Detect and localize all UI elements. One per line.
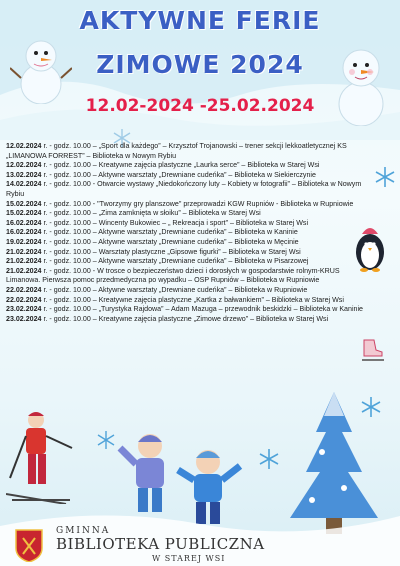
event-item <box>6 180 370 199</box>
event-text: r. - godz. 10.00 - Otwarcie wystawy „Niedokończony luty – Kobiety w fotografii” – Biblioteka w Nowym Rybiu <box>6 180 362 198</box>
event-item <box>6 286 370 296</box>
event-text: r. - godz. 10.00 – Aktywne warsztaty „Drewniane cudeńka” – Biblioteka w Rupniowie <box>41 285 308 294</box>
event-text: r. - godz. 10.00 – Aktywne warsztaty „Drewniane cudeńka” – Biblioteka w Pisarzowej <box>41 257 309 266</box>
event-item <box>6 200 370 210</box>
library-logo <box>12 524 272 564</box>
event-item <box>6 161 370 171</box>
skate-icon <box>360 336 386 362</box>
event-item <box>6 267 370 286</box>
event-date: 15.02.2024 <box>6 199 42 208</box>
event-text: r. - godz. 10.00 – „Turystyka Rajdowa” – Adam Mazuga – przewodnik beskidzki – Biblioteka w Kaninie <box>41 305 363 314</box>
event-date: 23.02.2024 <box>6 314 42 323</box>
event-text: r. - godz. 10.00 – Kreatywne zajęcia plastyczne „Zimowe drzewo” – Biblioteka w Starej Wsi <box>41 314 329 323</box>
event-date: 14.02.2024 <box>6 180 42 189</box>
event-date: 21.02.2024 <box>6 247 42 256</box>
event-date: 21.02.2024 <box>6 266 42 275</box>
title-line-1: AKTYWNE FERIE <box>79 6 321 35</box>
event-item <box>6 171 370 181</box>
event-text: r. - godz. 10.00 – Aktywne warsztaty „Drewniane cudeńka” – Biblioteka w Kaninie <box>41 228 298 237</box>
event-text: r. - godz. 10.00 – Wincenty Bukowiec – „ Rekreacja i sport” – Biblioteka w Starej Wsi <box>41 218 309 227</box>
event-text: r. - godz. 10.00 – „Zima zamknięta w słoiku” – Biblioteka w Starej Wsi <box>41 209 261 218</box>
event-text: r. - godz. 10.00 – Kreatywne zajęcia plastyczne „Laurka serce” – Biblioteka w Starej Wsi <box>41 161 320 170</box>
event-date: 16.02.2024 <box>6 228 42 237</box>
event-text: r. - godz. 10.00 – Aktywne warsztaty „Drewniane cudeńka” – Biblioteka w Siekierczynie <box>41 170 316 179</box>
event-item <box>6 248 370 258</box>
event-date: 21.02.2024 <box>6 257 42 266</box>
event-date: 12.02.2024 <box>6 161 42 170</box>
event-item <box>6 315 370 325</box>
event-text: r. - godz. 10.00 – „Sport dla każdego” – Krzysztof Trojanowski – trener sekcji lekkoatletycznej KS „LIMANOWA FORREST” – Biblioteka w Nowym Rybiu <box>6 142 347 160</box>
logo-line-2: BIBLIOTEKA PUBLICZNA <box>56 535 265 553</box>
event-item <box>6 305 370 315</box>
event-item <box>6 238 370 248</box>
event-item <box>6 228 370 238</box>
snowflake-icon <box>374 166 396 188</box>
snowflake-icon <box>258 448 280 470</box>
event-item <box>6 296 370 306</box>
event-date: 12.02.2024 <box>6 142 42 150</box>
event-date: 22.02.2024 <box>6 295 42 304</box>
event-date: 16.02.2024 <box>6 218 42 227</box>
event-text: r. - godz. 10.00 – Kreatywne zajęcia plastyczne „Kartka z bałwankiem” – Biblioteka w Starej Wsi <box>41 295 344 304</box>
event-item <box>6 209 370 219</box>
event-date: 22.02.2024 <box>6 285 42 294</box>
event-text: r. - godz. 10.00 - W trosce o bezpieczeństwo dzieci i dorosłych w gospodarstwie rolnym-KRUS Limanowa. Pierwsza pomoc przedmedyczna po wypadku – OSP Rupniów – Biblioteka w Rupniowie <box>6 266 340 285</box>
event-date: 23.02.2024 <box>6 305 42 314</box>
event-list <box>6 142 370 324</box>
logo-line-1: GMINNA <box>56 526 111 536</box>
event-text: r. - godz. 10.00 – Aktywne warsztaty „Drewniane cudeńka” – Biblioteka w Męcinie <box>41 237 299 246</box>
event-item <box>6 219 370 229</box>
event-item <box>6 142 370 161</box>
library-logo-icon <box>12 528 46 562</box>
event-date: 15.02.2024 <box>6 209 42 218</box>
title-line-2: ZIMOWE 2024 <box>96 50 304 79</box>
event-date: 13.02.2024 <box>6 170 42 179</box>
date-range: 12.02-2024 -25.02.2024 <box>85 96 315 116</box>
logo-line-3: W STAREJ WSI <box>152 554 226 563</box>
event-text: r. - godz. 10.00 – Warsztaty plastyczne „Gipsowe figurki” – Biblioteka w Starej Wsi <box>41 247 301 256</box>
event-item <box>6 257 370 267</box>
event-text: r. - godz. 10.00 - "Tworzymy gry planszowe" przeprowadzi KGW Rupniów - Biblioteka w Rupniowie <box>41 199 354 208</box>
event-date: 19.02.2024 <box>6 237 42 246</box>
